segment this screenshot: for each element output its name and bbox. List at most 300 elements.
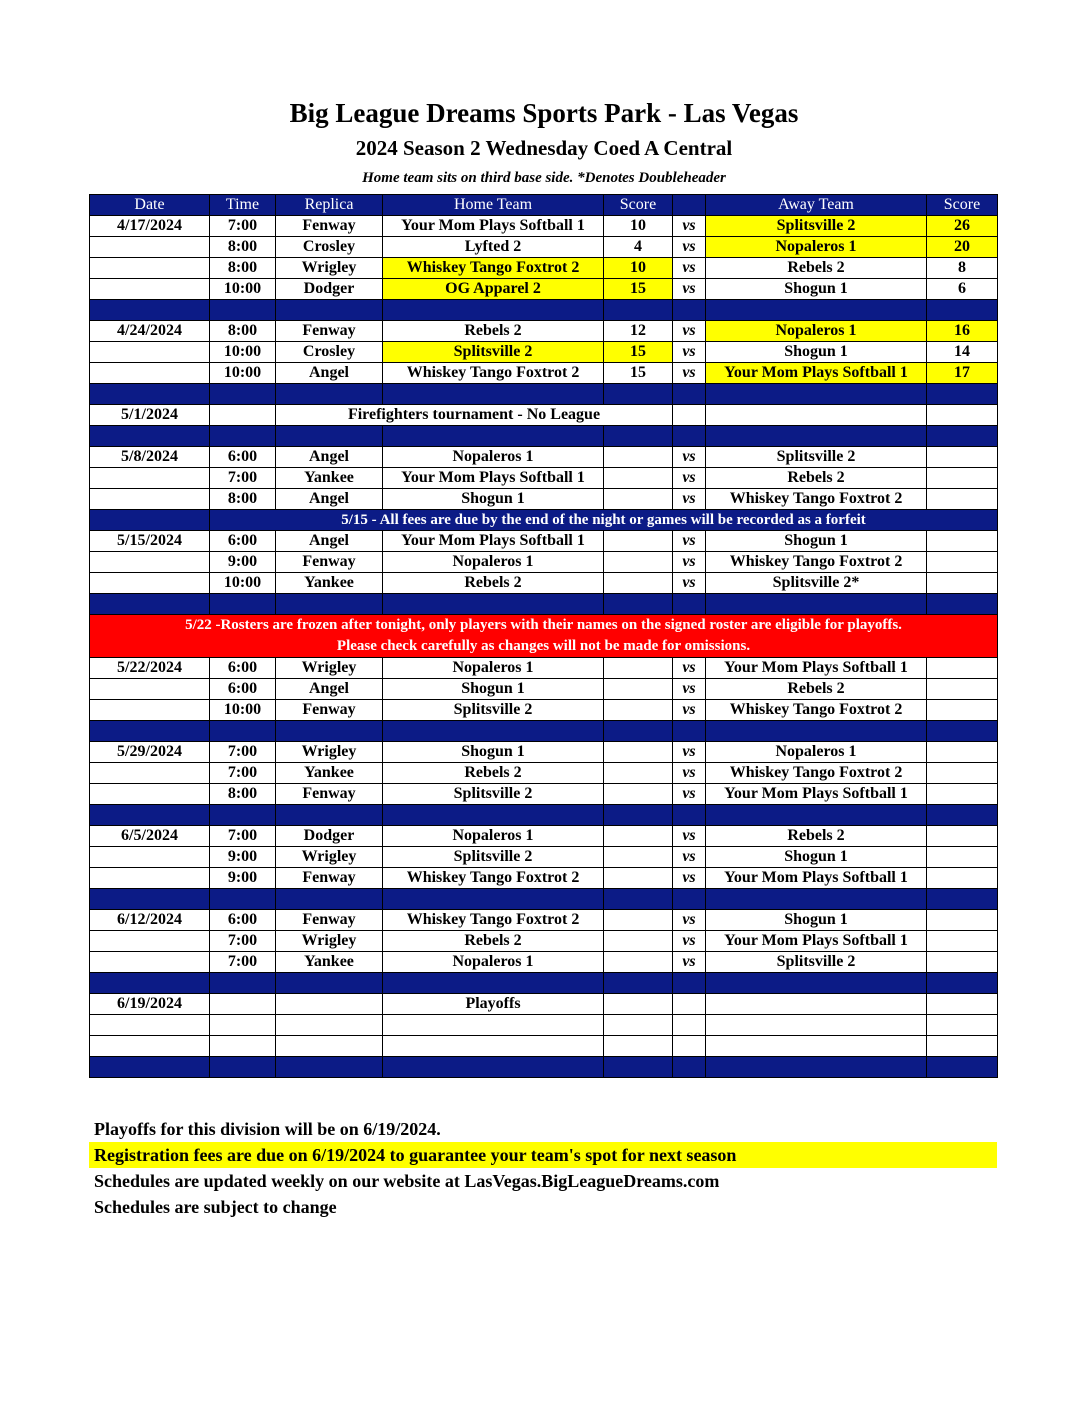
notice-row bbox=[90, 510, 998, 531]
home-team-cell: Shogun 1 bbox=[383, 742, 604, 763]
home-score-cell bbox=[604, 847, 673, 868]
time-cell: 9:00 bbox=[210, 552, 276, 573]
away-score-cell bbox=[927, 1015, 998, 1036]
replica-field-cell bbox=[276, 1015, 383, 1036]
home-team-cell: Nopaleros 1 bbox=[383, 826, 604, 847]
col-header-time: Time bbox=[210, 195, 276, 216]
away-score-cell bbox=[927, 552, 998, 573]
separator-cell bbox=[927, 300, 998, 321]
game-row bbox=[90, 573, 998, 594]
home-score-cell bbox=[604, 552, 673, 573]
home-score-cell bbox=[604, 931, 673, 952]
home-score-cell: 10 bbox=[604, 216, 673, 237]
home-score-cell bbox=[604, 1036, 673, 1057]
home-team-cell: Rebels 2 bbox=[383, 931, 604, 952]
home-team-cell: Shogun 1 bbox=[383, 489, 604, 510]
replica-field-cell: Wrigley bbox=[276, 847, 383, 868]
separator-cell bbox=[706, 889, 927, 910]
separator-cell bbox=[90, 384, 210, 405]
replica-field-cell bbox=[276, 994, 383, 1015]
page-subtitle: 2024 Season 2 Wednesday Coed A Central bbox=[355, 136, 733, 160]
vs-cell bbox=[673, 1036, 706, 1057]
separator-cell bbox=[210, 384, 276, 405]
separator-cell bbox=[927, 1057, 998, 1078]
time-cell: 8:00 bbox=[210, 489, 276, 510]
away-score-cell: 14 bbox=[927, 342, 998, 363]
separator-cell bbox=[276, 426, 383, 447]
away-team-cell: Splitsville 2* bbox=[706, 573, 927, 594]
game-row bbox=[90, 216, 998, 237]
separator-row bbox=[90, 384, 998, 405]
separator-cell bbox=[706, 973, 927, 994]
away-score-cell: 6 bbox=[927, 279, 998, 300]
replica-field-cell: Fenway bbox=[276, 700, 383, 721]
away-team-cell: Rebels 2 bbox=[706, 468, 927, 489]
home-team-cell: Rebels 2 bbox=[383, 321, 604, 342]
home-score-cell bbox=[604, 489, 673, 510]
separator-cell bbox=[673, 889, 706, 910]
replica-field-cell: Yankee bbox=[276, 952, 383, 973]
home-team-cell: Splitsville 2 bbox=[383, 700, 604, 721]
away-score-cell bbox=[927, 679, 998, 700]
away-score-cell bbox=[927, 573, 998, 594]
time-cell: 6:00 bbox=[210, 910, 276, 931]
game-row bbox=[90, 658, 998, 679]
replica-field-cell: Fenway bbox=[276, 321, 383, 342]
time-cell: 7:00 bbox=[210, 931, 276, 952]
time-cell bbox=[210, 1036, 276, 1057]
replica-field-cell: Angel bbox=[276, 447, 383, 468]
time-cell: 8:00 bbox=[210, 321, 276, 342]
date-cell: 6/12/2024 bbox=[90, 910, 210, 931]
home-team-cell: Nopaleros 1 bbox=[383, 447, 604, 468]
separator-row bbox=[90, 594, 998, 615]
date-cell: 5/29/2024 bbox=[90, 742, 210, 763]
replica-field-cell: Dodger bbox=[276, 826, 383, 847]
time-cell: 6:00 bbox=[210, 658, 276, 679]
away-score-cell: 16 bbox=[927, 321, 998, 342]
date-cell: 5/22/2024 bbox=[90, 658, 210, 679]
game-row bbox=[90, 742, 998, 763]
separator-cell bbox=[927, 721, 998, 742]
away-team-cell bbox=[706, 1015, 927, 1036]
registration-note: Registration fees are due on 6/19/2024 to guarantee your team's spot for next season bbox=[89, 1142, 997, 1168]
col-header-date: Date bbox=[90, 195, 210, 216]
home-score-cell bbox=[604, 531, 673, 552]
separator-cell bbox=[210, 889, 276, 910]
home-team-cell bbox=[383, 1015, 604, 1036]
away-score-cell: 17 bbox=[927, 363, 998, 384]
date-cell bbox=[90, 700, 210, 721]
away-score-cell bbox=[927, 952, 998, 973]
time-cell: 6:00 bbox=[210, 447, 276, 468]
separator-cell bbox=[383, 1057, 604, 1078]
home-score-cell bbox=[604, 447, 673, 468]
home-team-cell: Nopaleros 1 bbox=[383, 952, 604, 973]
home-score-cell bbox=[604, 763, 673, 784]
home-score-cell: 10 bbox=[604, 258, 673, 279]
away-score-cell bbox=[927, 531, 998, 552]
replica-field-cell: Yankee bbox=[276, 468, 383, 489]
date-cell: 6/19/2024 bbox=[90, 994, 210, 1015]
date-cell bbox=[90, 931, 210, 952]
separator-cell bbox=[383, 721, 604, 742]
replica-field-cell: Wrigley bbox=[276, 931, 383, 952]
vs-cell: vs bbox=[673, 216, 706, 237]
home-team-cell: Your Mom Plays Softball 1 bbox=[383, 216, 604, 237]
time-cell: 7:00 bbox=[210, 826, 276, 847]
date-cell bbox=[90, 573, 210, 594]
home-score-cell bbox=[604, 910, 673, 931]
away-score-cell bbox=[927, 847, 998, 868]
separator-cell bbox=[706, 1057, 927, 1078]
home-score-cell: 15 bbox=[604, 342, 673, 363]
away-score-cell: 26 bbox=[927, 216, 998, 237]
separator-cell bbox=[706, 805, 927, 826]
game-row bbox=[90, 952, 998, 973]
home-team-cell: Nopaleros 1 bbox=[383, 552, 604, 573]
vs-cell: vs bbox=[673, 258, 706, 279]
vs-cell bbox=[673, 405, 706, 426]
alert-line: Please check carefully as changes will not be made for omissions. bbox=[336, 638, 751, 654]
separator-cell bbox=[90, 721, 210, 742]
separator-cell bbox=[927, 973, 998, 994]
home-score-cell bbox=[604, 700, 673, 721]
time-cell: 8:00 bbox=[210, 784, 276, 805]
separator-cell bbox=[604, 721, 673, 742]
time-cell: 8:00 bbox=[210, 237, 276, 258]
home-team-cell: Nopaleros 1 bbox=[383, 658, 604, 679]
game-row bbox=[90, 552, 998, 573]
game-row bbox=[90, 447, 998, 468]
vs-cell: vs bbox=[673, 342, 706, 363]
game-row bbox=[90, 679, 998, 700]
date-cell: 5/1/2024 bbox=[90, 405, 210, 426]
away-team-cell: Nopaleros 1 bbox=[706, 237, 927, 258]
vs-cell: vs bbox=[673, 679, 706, 700]
away-score-cell: 20 bbox=[927, 237, 998, 258]
time-cell: 6:00 bbox=[210, 531, 276, 552]
col-header-vs bbox=[673, 195, 706, 216]
away-team-cell: Your Mom Plays Softball 1 bbox=[706, 363, 927, 384]
time-cell: 7:00 bbox=[210, 468, 276, 489]
home-score-cell bbox=[604, 1015, 673, 1036]
event-row bbox=[90, 405, 998, 426]
separator-row bbox=[90, 721, 998, 742]
date-cell bbox=[90, 342, 210, 363]
separator-cell bbox=[673, 594, 706, 615]
separator-row bbox=[90, 426, 998, 447]
separator-cell bbox=[383, 889, 604, 910]
time-cell: 8:00 bbox=[210, 258, 276, 279]
home-team-cell: Whiskey Tango Foxtrot 2 bbox=[383, 363, 604, 384]
separator-cell bbox=[604, 426, 673, 447]
away-score-cell bbox=[927, 742, 998, 763]
away-score-cell bbox=[927, 994, 998, 1015]
separator-cell bbox=[210, 594, 276, 615]
vs-cell: vs bbox=[673, 826, 706, 847]
separator-row bbox=[90, 300, 998, 321]
replica-field-cell: Yankee bbox=[276, 763, 383, 784]
vs-cell: vs bbox=[673, 847, 706, 868]
home-score-cell bbox=[604, 658, 673, 679]
home-score-cell: 4 bbox=[604, 237, 673, 258]
separator-cell bbox=[604, 889, 673, 910]
separator-cell bbox=[276, 805, 383, 826]
home-score-cell: 12 bbox=[604, 321, 673, 342]
separator-cell bbox=[383, 594, 604, 615]
away-team-cell: Whiskey Tango Foxtrot 2 bbox=[706, 552, 927, 573]
away-team-cell: Whiskey Tango Foxtrot 2 bbox=[706, 489, 927, 510]
date-cell bbox=[90, 489, 210, 510]
separator-cell bbox=[383, 300, 604, 321]
home-team-cell: OG Apparel 2 bbox=[383, 279, 604, 300]
vs-cell: vs bbox=[673, 784, 706, 805]
away-score-cell bbox=[927, 826, 998, 847]
date-cell bbox=[90, 1015, 210, 1036]
away-score-cell bbox=[927, 658, 998, 679]
away-team-cell: Your Mom Plays Softball 1 bbox=[706, 931, 927, 952]
separator-cell bbox=[276, 973, 383, 994]
away-team-cell: Shogun 1 bbox=[706, 847, 927, 868]
vs-cell: vs bbox=[673, 868, 706, 889]
schedule-body bbox=[90, 216, 998, 1078]
time-cell bbox=[210, 994, 276, 1015]
away-team-cell: Shogun 1 bbox=[706, 279, 927, 300]
date-cell: 6/5/2024 bbox=[90, 826, 210, 847]
home-team-cell: Your Mom Plays Softball 1 bbox=[383, 468, 604, 489]
away-team-cell: Rebels 2 bbox=[706, 826, 927, 847]
separator-cell bbox=[210, 300, 276, 321]
separator-cell bbox=[604, 805, 673, 826]
game-row bbox=[90, 931, 998, 952]
separator-cell bbox=[276, 384, 383, 405]
time-cell bbox=[210, 405, 276, 426]
away-score-cell bbox=[927, 910, 998, 931]
home-score-cell bbox=[604, 679, 673, 700]
date-cell: 4/24/2024 bbox=[90, 321, 210, 342]
separator-cell bbox=[210, 1057, 276, 1078]
separator-cell bbox=[90, 1057, 210, 1078]
separator-cell bbox=[706, 300, 927, 321]
time-cell: 10:00 bbox=[210, 279, 276, 300]
time-cell: 7:00 bbox=[210, 952, 276, 973]
away-team-cell: Your Mom Plays Softball 1 bbox=[706, 784, 927, 805]
away-team-cell bbox=[706, 994, 927, 1015]
date-cell bbox=[90, 868, 210, 889]
vs-cell: vs bbox=[673, 700, 706, 721]
away-team-cell bbox=[706, 1036, 927, 1057]
replica-field-cell: Wrigley bbox=[276, 258, 383, 279]
away-score-cell bbox=[927, 931, 998, 952]
separator-cell bbox=[383, 384, 604, 405]
date-cell bbox=[90, 1036, 210, 1057]
separator-cell bbox=[383, 805, 604, 826]
time-cell: 7:00 bbox=[210, 216, 276, 237]
game-row bbox=[90, 489, 998, 510]
page-title: Big League Dreams Sports Park - Las Vegas bbox=[289, 98, 799, 128]
time-cell: 9:00 bbox=[210, 847, 276, 868]
date-cell bbox=[90, 784, 210, 805]
vs-cell: vs bbox=[673, 952, 706, 973]
game-row bbox=[90, 910, 998, 931]
game-row bbox=[90, 868, 998, 889]
vs-cell: vs bbox=[673, 931, 706, 952]
game-row bbox=[90, 468, 998, 489]
separator-row bbox=[90, 973, 998, 994]
away-team-cell: Rebels 2 bbox=[706, 258, 927, 279]
vs-cell: vs bbox=[673, 531, 706, 552]
separator-cell bbox=[706, 426, 927, 447]
vs-cell: vs bbox=[673, 279, 706, 300]
away-score-cell bbox=[927, 784, 998, 805]
separator-cell bbox=[673, 1057, 706, 1078]
col-header-home-score: Score bbox=[604, 195, 673, 216]
separator-cell bbox=[604, 384, 673, 405]
home-score-cell bbox=[604, 826, 673, 847]
replica-field-cell: Fenway bbox=[276, 552, 383, 573]
game-row bbox=[90, 763, 998, 784]
vs-cell: vs bbox=[673, 658, 706, 679]
home-team-cell: Splitsville 2 bbox=[383, 784, 604, 805]
vs-cell bbox=[673, 994, 706, 1015]
game-row bbox=[90, 826, 998, 847]
away-team-cell: Your Mom Plays Softball 1 bbox=[706, 868, 927, 889]
col-header-away-score: Score bbox=[927, 195, 998, 216]
away-team-cell: Rebels 2 bbox=[706, 679, 927, 700]
separator-cell bbox=[210, 973, 276, 994]
separator-cell bbox=[927, 426, 998, 447]
away-team-cell: Nopaleros 1 bbox=[706, 742, 927, 763]
home-team-cell: Playoffs bbox=[383, 994, 604, 1015]
away-team-cell: Shogun 1 bbox=[706, 342, 927, 363]
alert-line: 5/22 -Rosters are frozen after tonight, only players with their names on the signed roster are eligible for playoffs. bbox=[185, 617, 902, 633]
home-team-cell: Splitsville 2 bbox=[383, 342, 604, 363]
replica-field-cell: Wrigley bbox=[276, 742, 383, 763]
home-team-cell: Shogun 1 bbox=[383, 679, 604, 700]
away-score-cell bbox=[927, 763, 998, 784]
away-team-cell bbox=[706, 405, 927, 426]
vs-cell: vs bbox=[673, 489, 706, 510]
separator-cell bbox=[604, 594, 673, 615]
time-cell: 7:00 bbox=[210, 763, 276, 784]
game-row bbox=[90, 1015, 998, 1036]
separator-row bbox=[90, 1057, 998, 1078]
replica-field-cell bbox=[276, 1036, 383, 1057]
game-row bbox=[90, 700, 998, 721]
time-cell bbox=[210, 1015, 276, 1036]
replica-field-cell: Angel bbox=[276, 679, 383, 700]
away-team-cell: Shogun 1 bbox=[706, 531, 927, 552]
vs-cell: vs bbox=[673, 910, 706, 931]
game-row bbox=[90, 784, 998, 805]
home-team-cell bbox=[383, 1036, 604, 1057]
vs-cell: vs bbox=[673, 237, 706, 258]
separator-cell bbox=[276, 889, 383, 910]
away-team-cell: Shogun 1 bbox=[706, 910, 927, 931]
separator-cell bbox=[90, 300, 210, 321]
replica-field-cell: Fenway bbox=[276, 784, 383, 805]
separator-cell bbox=[90, 973, 210, 994]
vs-cell bbox=[673, 1015, 706, 1036]
home-team-cell: Whiskey Tango Foxtrot 2 bbox=[383, 868, 604, 889]
replica-field-cell: Fenway bbox=[276, 216, 383, 237]
away-score-cell bbox=[927, 1036, 998, 1057]
home-team-cell: Whiskey Tango Foxtrot 2 bbox=[383, 258, 604, 279]
vs-cell: vs bbox=[673, 321, 706, 342]
vs-cell: vs bbox=[673, 447, 706, 468]
date-cell: 5/8/2024 bbox=[90, 447, 210, 468]
away-score-cell: 8 bbox=[927, 258, 998, 279]
replica-field-cell: Yankee bbox=[276, 573, 383, 594]
vs-cell: vs bbox=[673, 363, 706, 384]
replica-field-cell: Fenway bbox=[276, 910, 383, 931]
separator-cell bbox=[673, 973, 706, 994]
separator-cell bbox=[210, 426, 276, 447]
home-team-cell: Rebels 2 bbox=[383, 763, 604, 784]
home-score-cell bbox=[604, 573, 673, 594]
home-team-cell: Your Mom Plays Softball 1 bbox=[383, 531, 604, 552]
away-score-cell bbox=[927, 700, 998, 721]
separator-cell bbox=[604, 1057, 673, 1078]
separator-cell bbox=[927, 805, 998, 826]
playoffs-note: Playoffs for this division will be on 6/19/2024. bbox=[94, 1119, 441, 1139]
separator-cell bbox=[706, 594, 927, 615]
time-cell: 10:00 bbox=[210, 573, 276, 594]
notice-text: 5/15 - All fees are due by the end of the night or games will be recorded as a forfeit bbox=[210, 510, 998, 531]
date-cell: 5/15/2024 bbox=[90, 531, 210, 552]
col-header-replica: Replica bbox=[276, 195, 383, 216]
home-team-cell: Splitsville 2 bbox=[383, 847, 604, 868]
vs-cell: vs bbox=[673, 763, 706, 784]
separator-cell bbox=[927, 594, 998, 615]
home-score-cell bbox=[604, 952, 673, 973]
alert-cell bbox=[90, 615, 998, 658]
time-cell: 7:00 bbox=[210, 742, 276, 763]
separator-cell bbox=[90, 510, 210, 531]
vs-cell: vs bbox=[673, 552, 706, 573]
separator-cell bbox=[706, 384, 927, 405]
separator-cell bbox=[604, 973, 673, 994]
separator-cell bbox=[90, 889, 210, 910]
date-cell bbox=[90, 237, 210, 258]
game-row bbox=[90, 258, 998, 279]
separator-cell bbox=[383, 973, 604, 994]
game-row bbox=[90, 321, 998, 342]
time-cell: 10:00 bbox=[210, 342, 276, 363]
home-team-cell: Whiskey Tango Foxtrot 2 bbox=[383, 910, 604, 931]
date-cell bbox=[90, 952, 210, 973]
doubleheader-note: Home team sits on third base side. *Denotes Doubleheader bbox=[362, 170, 726, 186]
date-cell bbox=[90, 258, 210, 279]
home-score-cell: 15 bbox=[604, 363, 673, 384]
separator-cell bbox=[276, 721, 383, 742]
separator-cell bbox=[90, 805, 210, 826]
game-row bbox=[90, 237, 998, 258]
away-score-cell bbox=[927, 868, 998, 889]
vs-cell: vs bbox=[673, 742, 706, 763]
separator-cell bbox=[706, 721, 927, 742]
separator-cell bbox=[927, 889, 998, 910]
game-row bbox=[90, 847, 998, 868]
away-score-cell bbox=[927, 468, 998, 489]
vs-cell: vs bbox=[673, 468, 706, 489]
home-team-cell: Lyfted 2 bbox=[383, 237, 604, 258]
separator-cell bbox=[673, 384, 706, 405]
game-row bbox=[90, 531, 998, 552]
home-score-cell bbox=[604, 742, 673, 763]
separator-cell bbox=[673, 300, 706, 321]
